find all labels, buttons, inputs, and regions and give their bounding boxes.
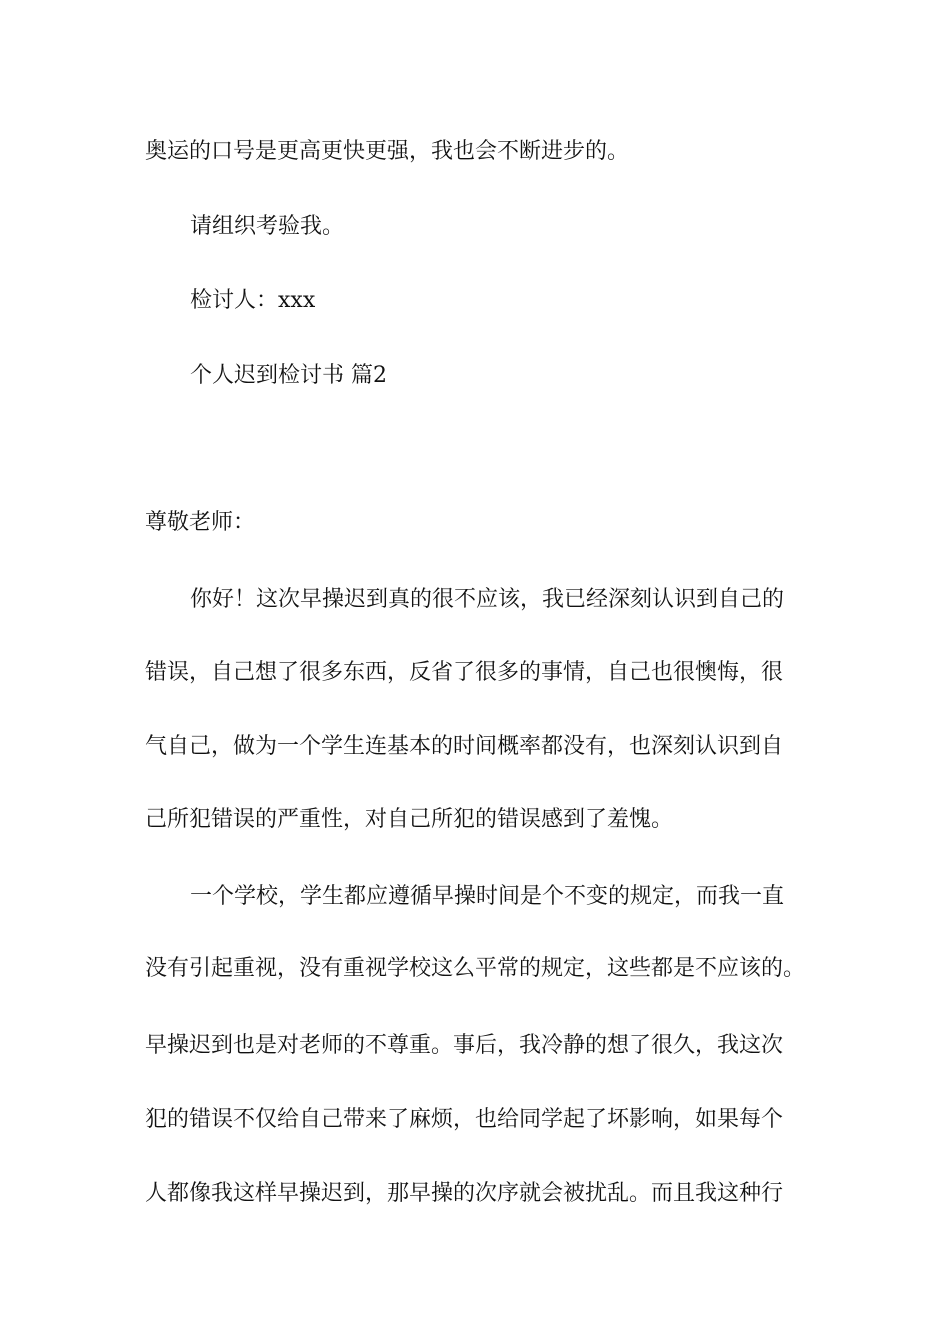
paragraph-line: 错误，自己想了很多东西，反省了很多的事情，自己也很懊悔，很 [145, 660, 784, 685]
section-title: 个人迟到检讨书 篇2 [190, 363, 387, 388]
paragraph-line: 犯的错误不仅给自己带来了麻烦，也给同学起了坏影响，如果每个 [145, 1107, 784, 1132]
paragraph-line: 请组织考验我。 [190, 214, 345, 239]
paragraph-line: 你好！这次早操迟到真的很不应该，我已经深刻认识到自己的 [190, 587, 785, 612]
signature-line: 检讨人：xxx [190, 288, 316, 313]
paragraph-line: 一个学校，学生都应遵循早操时间是个不变的规定，而我一直 [190, 884, 785, 909]
salutation: 尊敬老师： [145, 510, 256, 535]
paragraph-line: 早操迟到也是对老师的不尊重。事后，我冷静的想了很久，我这次 [145, 1033, 784, 1058]
paragraph-line: 奥运的口号是更高更快更强，我也会不断进步的。 [145, 139, 630, 164]
paragraph-line: 人都像我这样早操迟到，那早操的次序就会被扰乱。而且我这种行 [145, 1181, 784, 1206]
paragraph-line: 没有引起重视，没有重视学校这么平常的规定，这些都是不应该的。 [145, 956, 806, 981]
paragraph-line: 气自己，做为一个学生连基本的时间概率都没有，也深刻认识到自 [145, 734, 784, 759]
paragraph-line: 己所犯错误的严重性，对自己所犯的错误感到了羞愧。 [145, 807, 674, 832]
